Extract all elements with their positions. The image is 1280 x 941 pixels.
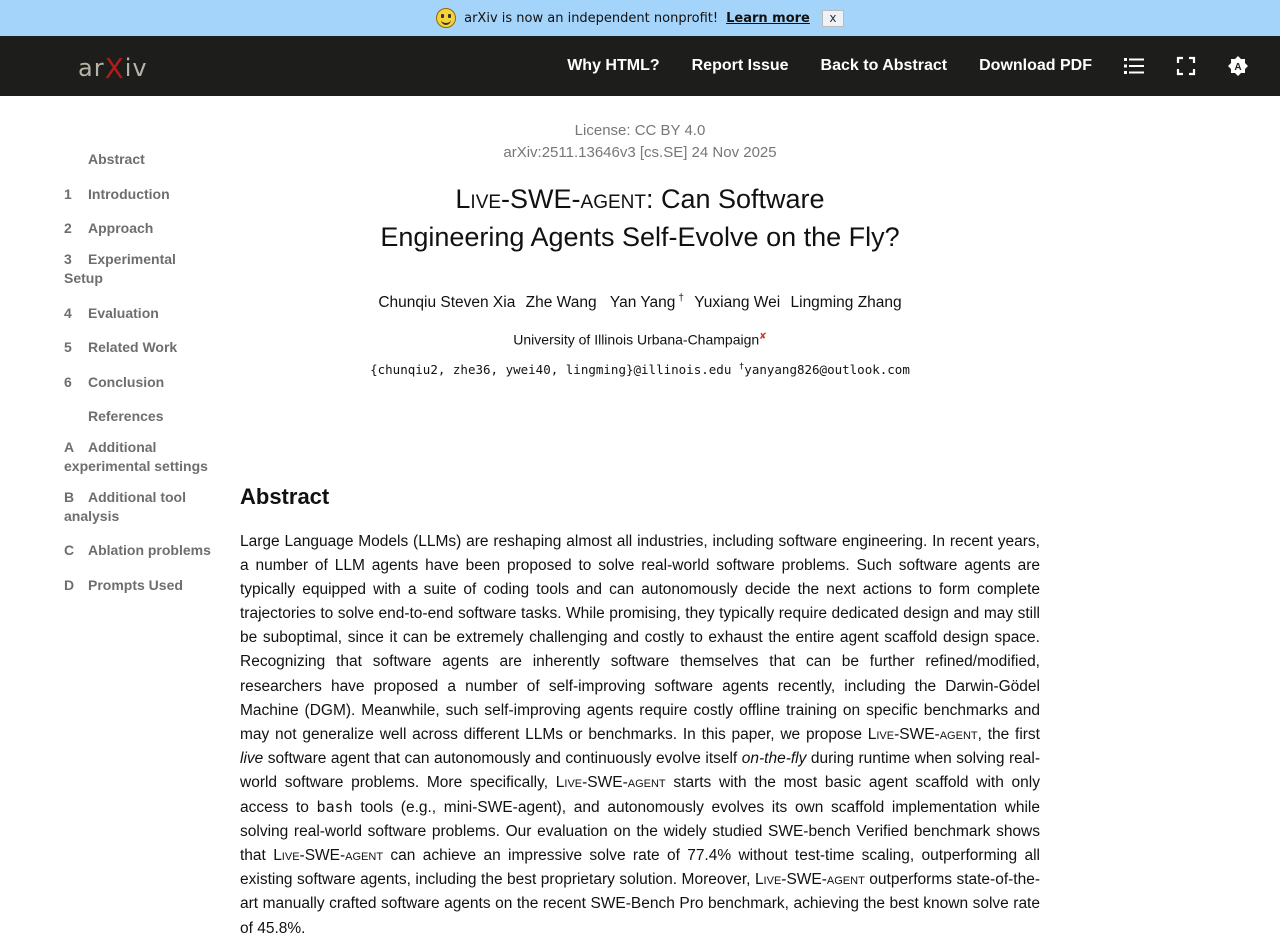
abstract-heading: Abstract: [240, 484, 330, 509]
toc-num: C: [64, 542, 75, 558]
toc-label: Additional tool analysis: [64, 489, 186, 524]
toc-label: Introduction: [88, 186, 170, 202]
title-part-1: : Can Software: [645, 184, 825, 214]
back-to-abstract-link[interactable]: Back to Abstract: [820, 57, 948, 74]
toc-num: A: [64, 439, 75, 455]
download-pdf-link[interactable]: Download PDF: [979, 57, 1092, 74]
abstract-system-name: Live-SWE-agent: [867, 725, 978, 743]
toc-item-appendix-d[interactable]: [64, 576, 214, 595]
emails-illinois: {chunqiu2, zhe36, ywei40, lingming}@illinois.edu: [370, 362, 732, 378]
smiley-icon: [436, 8, 456, 28]
toc-item-references[interactable]: [64, 407, 214, 426]
arxiv-id-line: arXiv:2511.13646v3 [cs.SE] 24 Nov 2025: [503, 144, 777, 161]
abstract-system-name: Live-SWE-agent: [555, 773, 666, 791]
toc-item-approach[interactable]: [64, 219, 214, 238]
toc-item-experimental-setup[interactable]: [64, 250, 179, 288]
affiliation-mark: ✘: [759, 331, 767, 341]
abstract-system-name: Live-SWE-agent: [273, 847, 384, 865]
toc-num: 3: [64, 251, 72, 267]
toc-num: 2: [64, 220, 72, 236]
top-nav: [0, 36, 1280, 96]
toc-item-evaluation[interactable]: [64, 304, 214, 323]
emails: [240, 362, 1040, 377]
toc-item-appendix-a[interactable]: [64, 438, 214, 476]
abstract-body: [240, 530, 1040, 941]
affiliation-text: University of Illinois Urbana-Champaign: [513, 331, 760, 348]
author-dagger: †: [678, 293, 684, 304]
logo-text-post: iv: [124, 54, 148, 82]
toc-num: 1: [64, 186, 72, 202]
abstract-text: tools (e.g., mini-SWE-agent), and autonomously evolves its own scaffold implementation while solving real-world software problems. Our evaluation on the widely studied SWE-bench Verified benchmark shows that: [240, 799, 1040, 865]
learn-more-link[interactable]: Learn more: [726, 10, 810, 26]
toc-label: Abstract: [88, 151, 145, 167]
paper-title: [240, 180, 1040, 256]
logo-x: X: [104, 52, 125, 85]
author-name: Yan Yang: [609, 294, 676, 312]
toc-list-icon[interactable]: [1124, 56, 1144, 76]
toc-label: Ablation problems: [88, 542, 211, 558]
title-system-name: Live-SWE-agent: [455, 184, 646, 214]
author-name: Lingming Zhang: [790, 294, 902, 312]
toc-num: 6: [64, 374, 72, 390]
banner-text: arXiv is now an independent nonprofit!: [464, 10, 719, 26]
toc-num: 4: [64, 305, 72, 321]
logo-text-pre: ar: [78, 54, 105, 82]
affiliation: [240, 331, 1040, 348]
abstract-text: , the first: [977, 725, 1040, 743]
why-html-link[interactable]: Why HTML?: [567, 57, 660, 74]
banner-close-button[interactable]: x: [822, 10, 844, 27]
toc-label: References: [88, 408, 164, 424]
toc-num: B: [64, 489, 75, 505]
author-name: Zhe Wang: [525, 294, 597, 312]
toc-num: 5: [64, 339, 72, 355]
toc-item-appendix-b[interactable]: [64, 488, 189, 526]
abstract-text: during runtime when solving real-world software problems. More specifically,: [240, 749, 1040, 791]
toc-label: Additional experimental settings: [64, 439, 208, 474]
toc-item-introduction[interactable]: [64, 185, 214, 204]
abstract-text: software agent that can autonomously and continuously evolve itself: [263, 749, 742, 767]
toc-item-related-work[interactable]: [64, 338, 214, 357]
abstract-emphasis: live: [240, 749, 264, 767]
abstract-text: outperforms state-of-the-art manually crafted software agents on the recent SWE-Bench Pro benchmark, achieving the best known solve rate of 45.8%.: [240, 871, 1041, 937]
toc-item-abstract[interactable]: [64, 150, 214, 169]
abstract-system-name: Live-SWE-agent: [754, 871, 865, 889]
abstract-text: starts with the most basic agent scaffold with only access to: [240, 773, 1040, 817]
author-name: Chunqiu Steven Xia: [378, 294, 516, 312]
svg-text:A: A: [1234, 62, 1242, 73]
author-list: [240, 293, 1040, 312]
toc-label: Experimental Setup: [64, 251, 176, 286]
abstract-text: Large Language Models (LLMs) are reshaping almost all industries, including software engineering. In recent years, a number of LLM agents have been proposed to solve real-world software problems. Such software agents are typically equipped with a suite of coding tools and can autonomously decide the next actions to form complete trajectories to solve end-to-end software tasks. While promising, they typically require dedicated design and may still be suboptimal, since it can be extremely challenging and costly to exhaust the entire agent scaffold design space. Recognizing that software agents are inherently software themselves that can be further refined/modified, researchers have proposed a number of self-improving software agents recently, including the Darwin-Gödel Machine (DGM). Meanwhile, such self-improving agents require costly offline training on specific benchmarks and may not generalize well across different LLMs or benchmarks. In this paper, we propose: [240, 533, 1040, 743]
email-outlook: yanyang826@outlook.com: [744, 362, 910, 378]
abstract-text: can achieve an impressive solve rate of 77.4% without test-time scaling, outperforming all existing software agents, including the best proprietary solution. Moreover,: [240, 847, 1040, 889]
arxiv-logo[interactable]: [78, 50, 148, 83]
toc-label: Prompts Used: [88, 577, 183, 593]
fullscreen-icon[interactable]: [1176, 56, 1196, 76]
toc-label: Conclusion: [88, 374, 165, 390]
toc-label: Related Work: [88, 339, 178, 355]
toc-label: Approach: [88, 220, 154, 236]
announcement-banner: [0, 0, 1280, 36]
license-line: License: CC BY 4.0: [574, 122, 706, 139]
theme-toggle-icon[interactable]: [1228, 56, 1248, 76]
abstract-emphasis: on-the-fly: [741, 749, 807, 767]
toc-label: Evaluation: [88, 305, 159, 321]
report-issue-link[interactable]: Report Issue: [691, 57, 789, 74]
toc-item-appendix-c[interactable]: [64, 541, 214, 560]
abstract-code: bash: [316, 798, 353, 817]
author-name: Yuxiang Wei: [694, 294, 781, 312]
email-dagger: †: [738, 362, 745, 372]
toc-item-conclusion[interactable]: [64, 373, 214, 392]
title-part-2: Engineering Agents Self-Evolve on the Fly?: [380, 222, 900, 252]
toc-num: D: [64, 577, 75, 593]
